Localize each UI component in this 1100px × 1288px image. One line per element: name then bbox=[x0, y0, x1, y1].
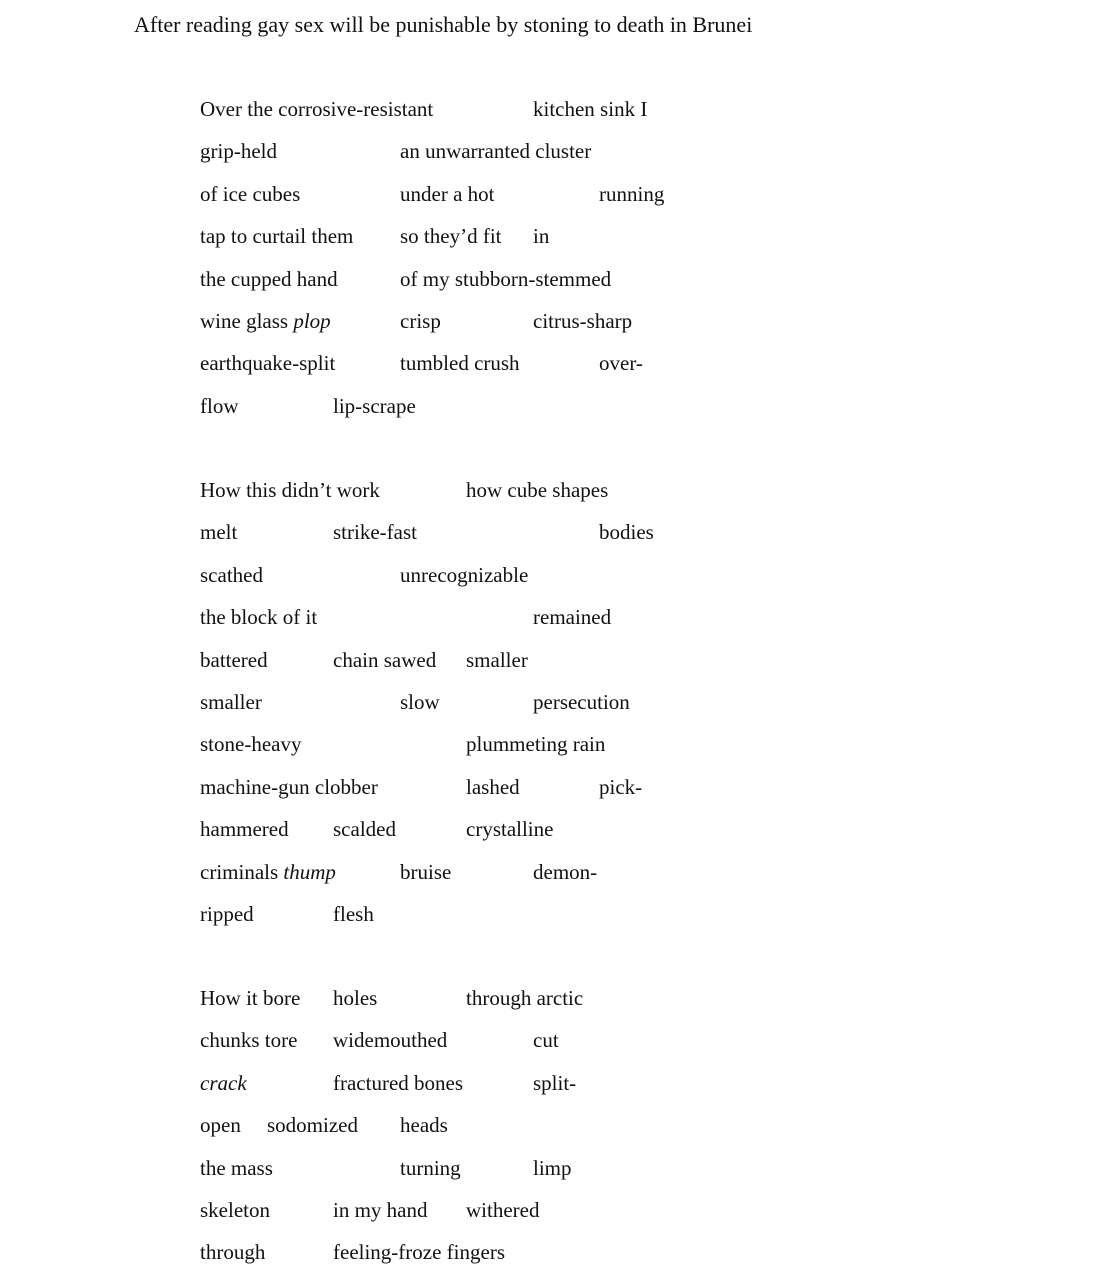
line-phrase bbox=[200, 348, 335, 378]
line-phrase bbox=[466, 814, 553, 844]
line-phrase bbox=[400, 1110, 448, 1140]
poem-line bbox=[0, 264, 1100, 306]
line-phrase bbox=[333, 391, 416, 421]
poem-line bbox=[0, 899, 1100, 941]
line-phrase bbox=[400, 1153, 461, 1183]
phrase-text: crisp bbox=[400, 308, 441, 333]
phrase-text: kitchen sink I bbox=[533, 97, 648, 121]
phrase-text: through arctic bbox=[466, 986, 584, 1010]
line-phrase bbox=[599, 348, 643, 378]
phrase-text: crystalline bbox=[466, 817, 554, 842]
line-phrase bbox=[533, 221, 549, 251]
line-phrase bbox=[400, 264, 611, 294]
phrase-text: slow bbox=[400, 689, 440, 714]
phrase-text: heads bbox=[400, 1113, 448, 1138]
phrase-text: demon- bbox=[533, 859, 598, 884]
line-phrase bbox=[400, 136, 591, 166]
phrase-text: turning bbox=[400, 1155, 461, 1180]
line-phrase bbox=[466, 1195, 539, 1225]
phrase-text: strike-fast bbox=[333, 520, 417, 545]
line-phrase bbox=[200, 1237, 265, 1267]
phrase-text: an unwarranted cluster bbox=[400, 139, 592, 164]
phrase-text: earthquake-split bbox=[200, 351, 336, 376]
phrase-text: tap to curtail them bbox=[200, 224, 354, 249]
poem-title: After reading gay sex will be punishable by stoning to death in Brunei bbox=[134, 12, 753, 37]
line-phrase bbox=[333, 1068, 463, 1098]
line-phrase bbox=[333, 899, 374, 929]
phrase-text: under a hot bbox=[400, 181, 495, 206]
poem-line bbox=[0, 348, 1100, 390]
poem-line bbox=[0, 560, 1100, 602]
phrase-text: through bbox=[200, 1240, 266, 1265]
phrase-text: machine-gun clobber bbox=[200, 774, 378, 799]
poem-line bbox=[0, 814, 1100, 856]
phrase-text: skeleton bbox=[200, 1197, 270, 1222]
line-phrase bbox=[533, 687, 630, 717]
phrase-text: battered bbox=[200, 647, 268, 672]
line-phrase bbox=[333, 645, 436, 675]
poem-line bbox=[0, 983, 1100, 1025]
phrase-text: the block of it bbox=[200, 605, 318, 630]
line-phrase bbox=[200, 179, 300, 209]
line-phrase bbox=[200, 475, 380, 505]
phrase-text: persecution bbox=[533, 689, 630, 714]
line-phrase bbox=[400, 348, 520, 378]
line-phrase bbox=[400, 857, 451, 887]
phrase-text: lip-scrape bbox=[333, 393, 416, 418]
phrase-text: fractured bones bbox=[333, 1070, 464, 1095]
phrase-text: of my stubborn-stemmed bbox=[400, 266, 612, 291]
poem-line bbox=[0, 602, 1100, 644]
line-phrase bbox=[400, 560, 528, 590]
line-phrase bbox=[200, 136, 277, 166]
phrase-text: ripped bbox=[200, 901, 254, 926]
line-phrase bbox=[533, 602, 611, 632]
line-phrase bbox=[200, 264, 338, 294]
italic-word: thump bbox=[283, 859, 336, 884]
line-phrase bbox=[200, 221, 353, 251]
phrase-text: open bbox=[200, 1113, 241, 1138]
poem-line bbox=[0, 729, 1100, 771]
phrase-text: wine glass bbox=[200, 308, 294, 333]
line-phrase bbox=[200, 729, 301, 759]
phrase-text: widemouthed bbox=[333, 1028, 448, 1053]
italic-word: plop bbox=[293, 308, 331, 333]
line-phrase bbox=[200, 517, 237, 547]
phrase-text: remained bbox=[533, 605, 612, 630]
poem-line bbox=[0, 772, 1100, 814]
line-phrase bbox=[200, 645, 268, 675]
poem-line bbox=[0, 136, 1100, 178]
line-phrase bbox=[200, 687, 262, 717]
phrase-text: feeling-froze fingers bbox=[333, 1240, 505, 1265]
phrase-text: cut bbox=[533, 1028, 559, 1053]
stanza-2 bbox=[0, 475, 1100, 941]
phrase-text: how cube shapes bbox=[466, 478, 609, 502]
line-phrase bbox=[333, 814, 396, 844]
phrase-text: limp bbox=[533, 1155, 572, 1180]
phrase-text: melt bbox=[200, 520, 238, 545]
line-phrase bbox=[466, 983, 583, 1013]
line-phrase bbox=[200, 1068, 247, 1098]
line-phrase bbox=[466, 729, 605, 759]
line-phrase bbox=[200, 1110, 241, 1140]
line-phrase bbox=[599, 179, 664, 209]
phrase-text: running bbox=[599, 181, 665, 206]
phrase-text: withered bbox=[466, 1197, 540, 1222]
line-phrase bbox=[200, 391, 239, 421]
phrase-text: of ice cubes bbox=[200, 181, 301, 206]
line-phrase bbox=[533, 1153, 572, 1183]
phrase-text: the cupped hand bbox=[200, 266, 338, 291]
poem-line bbox=[0, 306, 1100, 348]
phrase-text: stone-heavy bbox=[200, 732, 302, 757]
phrase-text: How this didn’t work bbox=[200, 478, 380, 502]
phrase-text: scathed bbox=[200, 562, 263, 587]
line-phrase bbox=[466, 475, 608, 505]
phrase-text: tumbled crush bbox=[400, 351, 520, 376]
phrase-text: the mass bbox=[200, 1155, 273, 1180]
line-phrase bbox=[533, 94, 647, 124]
phrase-text: unrecognizable bbox=[400, 562, 529, 587]
line-phrase bbox=[400, 221, 501, 251]
phrase-text: Over the corrosive-resistant bbox=[200, 97, 434, 121]
phrase-text: in bbox=[533, 224, 550, 249]
phrase-text: bodies bbox=[599, 520, 654, 545]
phrase-text: criminals bbox=[200, 859, 284, 884]
italic-word: crack bbox=[200, 1070, 247, 1095]
line-phrase bbox=[333, 983, 377, 1013]
poem-line bbox=[0, 1195, 1100, 1237]
poem-line bbox=[0, 1237, 1100, 1279]
line-phrase bbox=[333, 1025, 447, 1055]
phrase-text: plummeting rain bbox=[466, 732, 606, 757]
line-phrase bbox=[533, 1025, 559, 1055]
phrase-text: citrus-sharp bbox=[533, 308, 633, 333]
line-phrase bbox=[533, 306, 632, 336]
line-phrase bbox=[200, 1195, 270, 1225]
line-phrase bbox=[200, 560, 263, 590]
poem-line bbox=[0, 179, 1100, 221]
poem-line bbox=[0, 391, 1100, 433]
poem-line bbox=[0, 94, 1100, 136]
poem-line bbox=[0, 857, 1100, 899]
poem-line bbox=[0, 475, 1100, 517]
line-phrase bbox=[333, 1195, 428, 1225]
phrase-text: chain sawed bbox=[333, 647, 437, 672]
line-phrase bbox=[200, 857, 336, 887]
line-phrase bbox=[200, 1025, 297, 1055]
phrase-text: smaller bbox=[466, 647, 528, 672]
line-phrase bbox=[200, 1153, 273, 1183]
phrase-text: sodomized bbox=[267, 1113, 358, 1138]
line-phrase bbox=[333, 517, 417, 547]
line-phrase bbox=[599, 517, 654, 547]
line-phrase bbox=[200, 983, 300, 1013]
line-phrase bbox=[599, 772, 642, 802]
line-phrase bbox=[200, 602, 317, 632]
line-phrase bbox=[200, 814, 289, 844]
phrase-text: How it bore bbox=[200, 986, 301, 1010]
phrase-text: scalded bbox=[333, 817, 396, 842]
poem-line bbox=[0, 517, 1100, 559]
line-phrase bbox=[400, 179, 494, 209]
line-phrase bbox=[400, 687, 440, 717]
line-phrase bbox=[333, 1237, 505, 1267]
line-phrase bbox=[267, 1110, 358, 1140]
line-phrase bbox=[400, 306, 441, 336]
phrase-text: over- bbox=[599, 351, 643, 376]
phrase-text: bruise bbox=[400, 859, 452, 884]
phrase-text: lashed bbox=[466, 774, 520, 799]
poem-line bbox=[0, 1025, 1100, 1067]
phrase-text: grip-held bbox=[200, 139, 277, 164]
line-phrase bbox=[200, 94, 433, 124]
stanza-1 bbox=[0, 94, 1100, 433]
phrase-text: smaller bbox=[200, 689, 262, 714]
poem-line bbox=[0, 1153, 1100, 1195]
phrase-text: chunks tore bbox=[200, 1028, 298, 1053]
phrase-text: flow bbox=[200, 393, 239, 418]
poem-line bbox=[0, 1068, 1100, 1110]
phrase-text: so they’d fit bbox=[400, 224, 502, 249]
line-phrase bbox=[200, 306, 331, 336]
line-phrase bbox=[466, 772, 520, 802]
phrase-text: holes bbox=[333, 986, 378, 1010]
phrase-text: hammered bbox=[200, 817, 289, 842]
line-phrase bbox=[200, 772, 378, 802]
phrase-text: split- bbox=[533, 1070, 577, 1095]
phrase-text: pick- bbox=[599, 774, 643, 799]
phrase-text: flesh bbox=[333, 901, 374, 926]
poem-line bbox=[0, 1110, 1100, 1152]
phrase-text: in my hand bbox=[333, 1197, 428, 1222]
poem-line bbox=[0, 645, 1100, 687]
line-phrase bbox=[466, 645, 528, 675]
stanza-3 bbox=[0, 983, 1100, 1280]
line-phrase bbox=[533, 857, 597, 887]
line-phrase bbox=[200, 899, 254, 929]
line-phrase bbox=[533, 1068, 576, 1098]
poem-line bbox=[0, 687, 1100, 729]
poem-line bbox=[0, 221, 1100, 263]
